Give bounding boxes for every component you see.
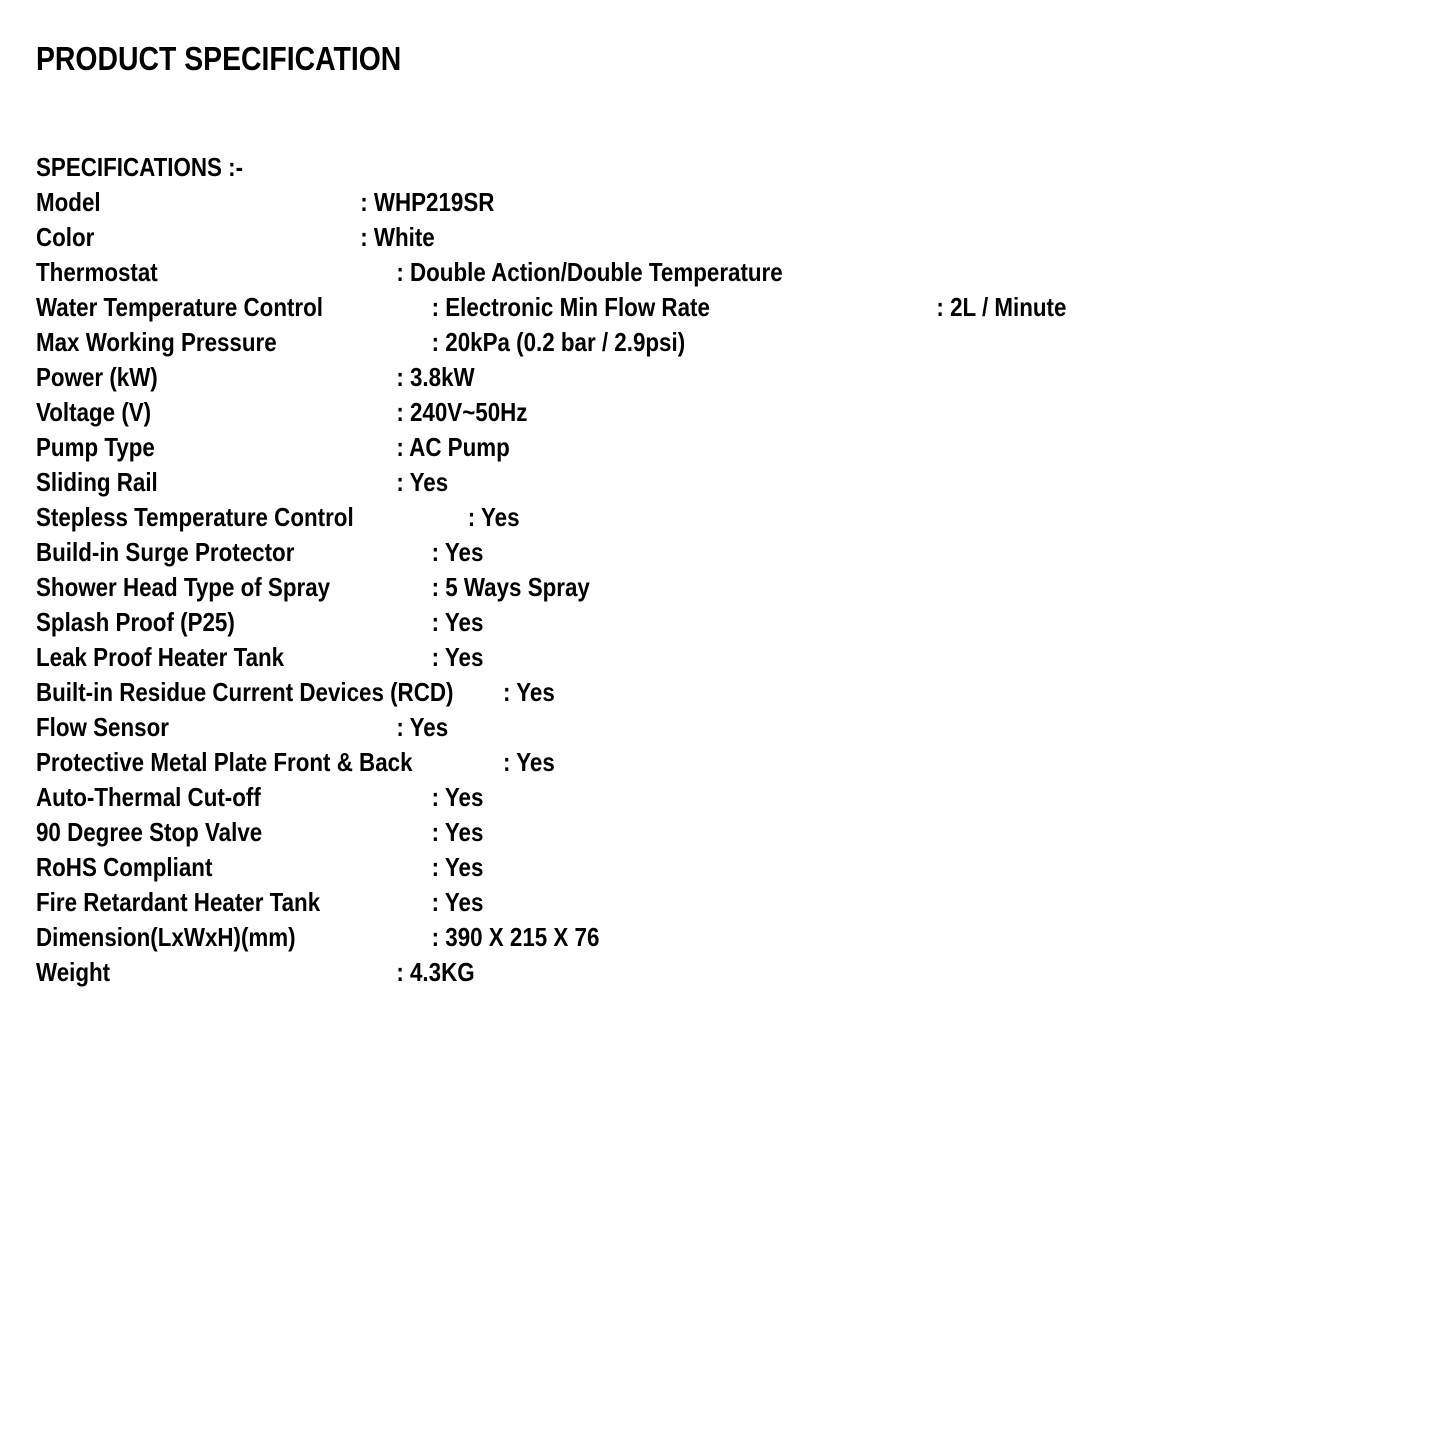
spec-label: Build-in Surge Protector: [36, 537, 295, 567]
spec-value: : Yes: [467, 502, 520, 532]
spec-value: : Yes: [431, 607, 484, 637]
spec-label: Max Working Pressure: [36, 327, 277, 357]
spec-label: RoHS Compliant: [36, 852, 213, 882]
spec-label: Sliding Rail: [36, 467, 158, 497]
spec-value: : Yes: [431, 852, 484, 882]
spec-label: Pump Type: [36, 432, 155, 462]
spec-value: : Double Action/Double Temperature: [396, 257, 783, 287]
spec-value: : WHP219SR: [360, 187, 495, 217]
spec-label: Color: [36, 222, 95, 252]
spec-value: : 240V~50Hz: [396, 397, 528, 427]
spec-value: : Yes: [502, 747, 555, 777]
spec-label: Model: [36, 187, 101, 217]
section-heading: SPECIFICATIONS :-: [36, 152, 244, 182]
spec-value: : Yes: [396, 712, 449, 742]
spec-value: : Yes: [396, 467, 449, 497]
page-title: PRODUCT SPECIFICATION: [36, 40, 402, 77]
spec-value: : Yes: [431, 887, 484, 917]
spec-extra-value: : 2L / Minute: [936, 292, 1067, 322]
spec-label: Stepless Temperature Control: [36, 502, 354, 532]
spec-value: : AC Pump: [396, 432, 510, 462]
spec-value: : Yes: [431, 537, 484, 567]
spec-label: Splash Proof (P25): [36, 607, 235, 637]
spec-label: 90 Degree Stop Valve: [36, 817, 263, 847]
spec-value: : Yes: [502, 677, 555, 707]
spec-label: Thermostat: [36, 257, 158, 287]
spec-label: Protective Metal Plate Front & Back: [36, 747, 413, 777]
spec-value: : White: [360, 222, 435, 252]
spec-label: Dimension(LxWxH)(mm): [36, 922, 296, 952]
spec-value: : 4.3KG: [396, 957, 475, 987]
spec-label: Flow Sensor: [36, 712, 169, 742]
spec-value: : Electronic Min Flow Rate: [431, 292, 710, 322]
spec-label: Shower Head Type of Spray: [36, 572, 331, 602]
spec-value: : Yes: [431, 817, 484, 847]
spec-value: : 3.8kW: [396, 362, 475, 392]
spec-label: Voltage (V): [36, 397, 152, 427]
spec-value: : Yes: [431, 782, 484, 812]
spec-value: : 20kPa (0.2 bar / 2.9psi): [431, 327, 686, 357]
spec-value: : 390 X 215 X 76: [431, 922, 600, 952]
spec-label: Water Temperature Control: [36, 292, 323, 322]
spec-value: : Yes: [431, 642, 484, 672]
spec-label: Power (kW): [36, 362, 158, 392]
spec-label: Built-in Residue Current Devices (RCD): [36, 677, 454, 707]
spec-value: : 5 Ways Spray: [431, 572, 590, 602]
spec-label: Fire Retardant Heater Tank: [36, 887, 321, 917]
spec-label: Auto-Thermal Cut-off: [36, 782, 261, 812]
spec-label: Leak Proof Heater Tank: [36, 642, 285, 672]
spec-label: Weight: [36, 957, 111, 987]
